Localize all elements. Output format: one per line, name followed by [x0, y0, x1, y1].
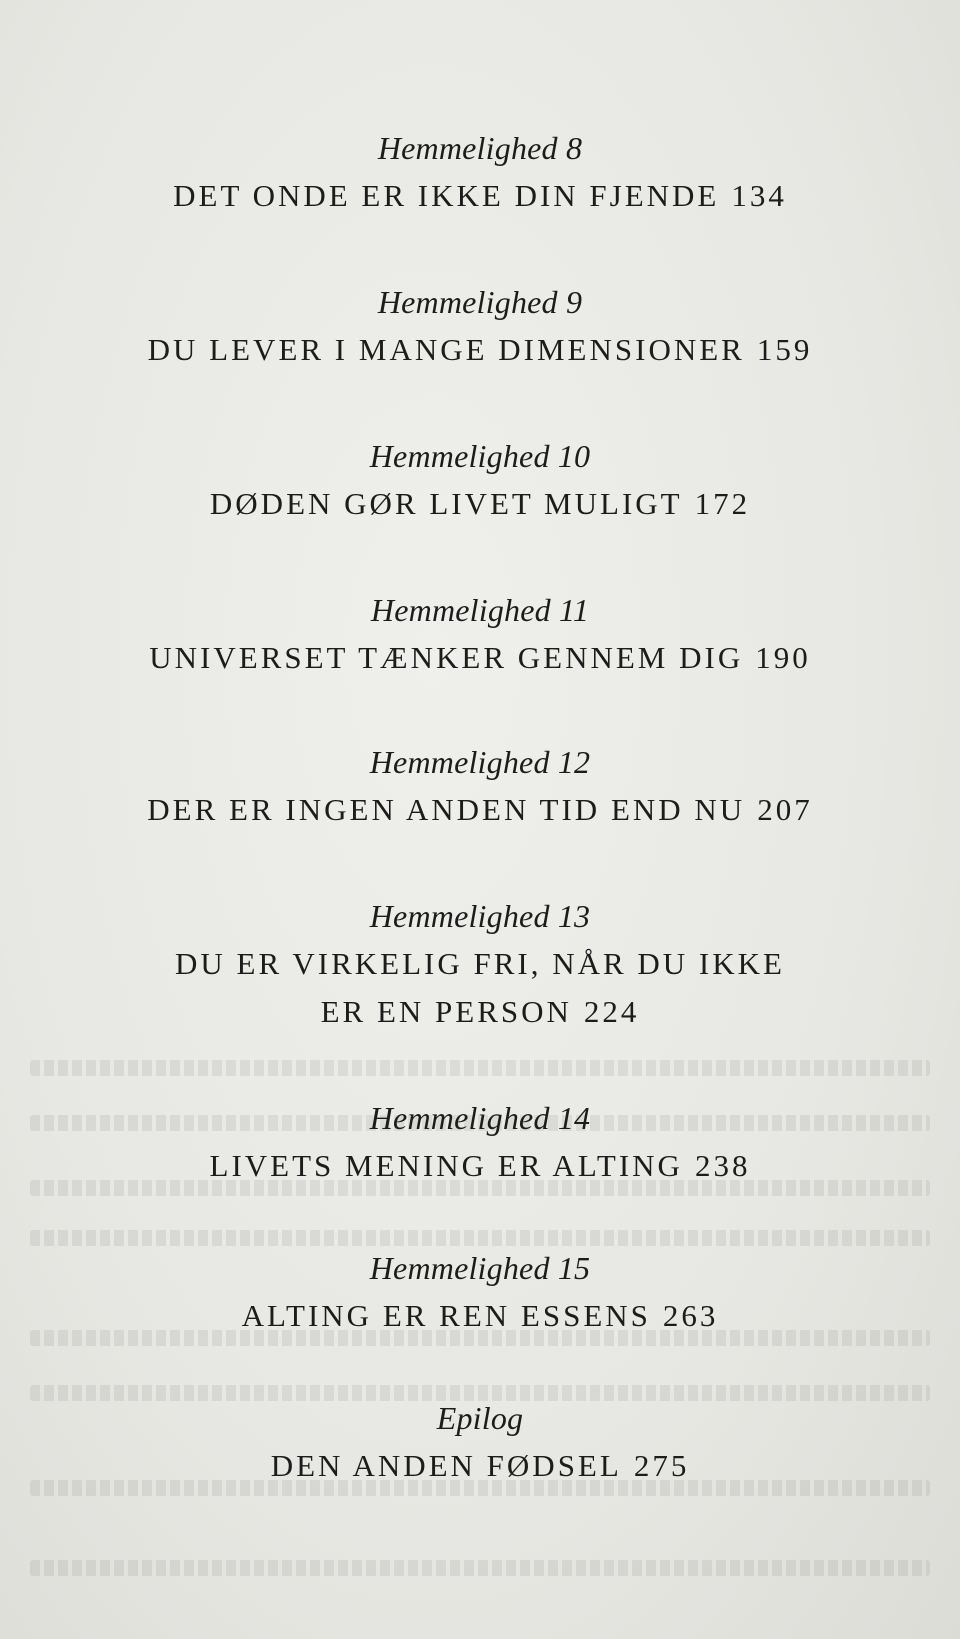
toc-entry-label: Hemmelighed 12: [369, 744, 591, 780]
toc-entry-label: Hemmelighed 9: [377, 284, 583, 320]
toc-entry-page: 172: [694, 486, 751, 521]
toc-entry: [40, 896, 920, 1034]
toc-entry: [40, 436, 920, 526]
toc-entry-title: DØDEN GØR LIVET MULIGT 172: [209, 486, 751, 521]
toc-entry-page: 224: [583, 994, 640, 1029]
toc-entry-title: DU LEVER I MANGE DIMENSIONER 159: [147, 332, 813, 367]
toc-entry-page: 190: [755, 640, 811, 675]
toc-entry-page: 159: [756, 332, 813, 367]
toc-entry-label: Hemmelighed 11: [370, 592, 590, 628]
toc-entry-title: ALTING ER REN ESSENS 263: [241, 1298, 719, 1333]
toc-entry: [40, 282, 920, 372]
toc-entry: [40, 128, 920, 218]
toc-entry-page: 263: [662, 1298, 719, 1333]
toc-entry-label: Hemmelighed 8: [377, 130, 583, 166]
toc-entry-title: DEN ANDEN FØDSEL 275: [270, 1448, 690, 1483]
toc-entry: [40, 590, 920, 680]
toc-entry-title-continued: ER EN PERSON 224: [320, 994, 640, 1029]
toc-entry-label: Hemmelighed 15: [369, 1250, 591, 1286]
toc-entry-label: Hemmelighed 13: [369, 898, 591, 934]
toc-entry-label: Hemmelighed 14: [369, 1100, 591, 1136]
toc-entry-page: 238: [694, 1148, 751, 1183]
toc-entry-page: 275: [633, 1448, 690, 1483]
toc-entry-title: UNIVERSET TÆNKER GENNEM DIG 190: [149, 640, 811, 675]
toc-entry-title: DER ER INGEN ANDEN TID END NU 207: [147, 792, 813, 827]
toc-entry-title: DET ONDE ER IKKE DIN FJENDE 134: [173, 178, 787, 213]
toc-entry: [40, 1248, 920, 1338]
toc-entry-label: Epilog: [436, 1400, 524, 1436]
toc-entry-label: Hemmelighed 10: [369, 438, 591, 474]
toc-entry: [40, 1098, 920, 1188]
toc-entry-title: DU ER VIRKELIG FRI, NÅR DU IKKE: [175, 946, 785, 981]
toc-entry-epilog: [40, 1398, 920, 1488]
toc-entry-title: LIVETS MENING ER ALTING 238: [209, 1148, 751, 1183]
toc-entry-page: 207: [757, 792, 813, 827]
toc-entry-page: 134: [731, 178, 787, 213]
toc-entry: [40, 742, 920, 832]
